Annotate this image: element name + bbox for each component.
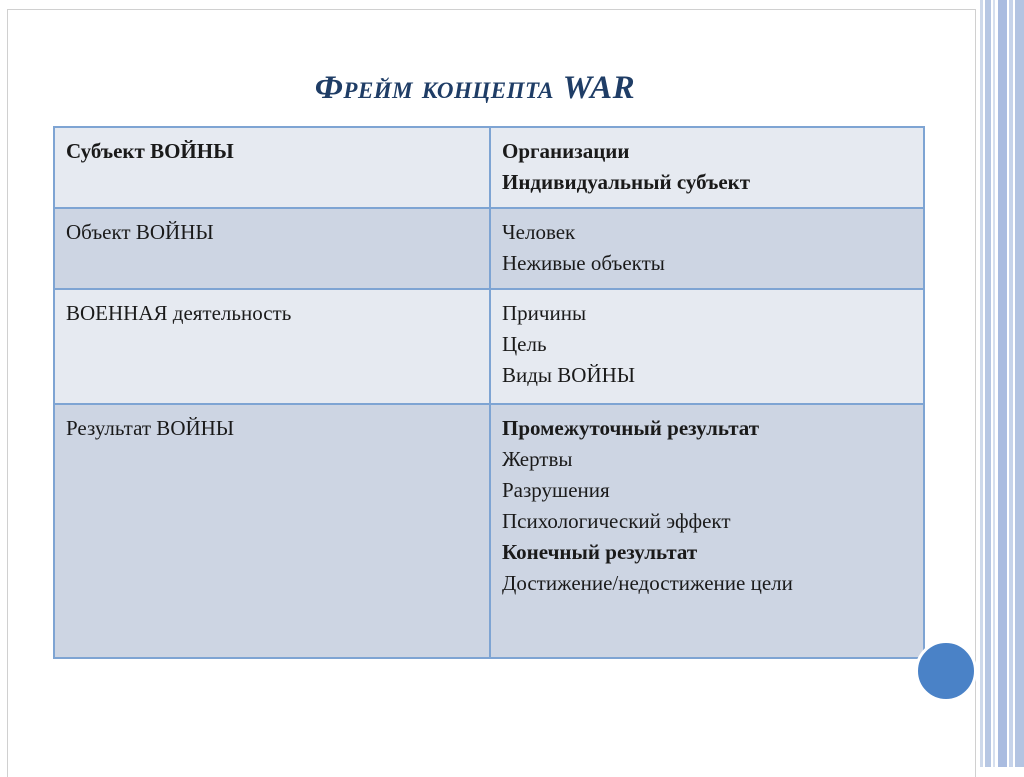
row-value: Жертвы xyxy=(502,447,573,471)
row-value: Психологический эффект xyxy=(502,509,731,533)
row-value: Виды ВОЙНЫ xyxy=(502,363,636,387)
stripe xyxy=(1015,0,1024,767)
row-value: Индивидуальный субъект xyxy=(502,170,751,194)
row-label: ВОЕННАЯ деятельность xyxy=(66,301,292,325)
row-values-cell xyxy=(490,127,924,208)
row-value: Неживые объекты xyxy=(502,251,665,275)
row-value: Промежуточный результат xyxy=(502,416,760,440)
row-value: Цель xyxy=(502,332,547,356)
row-label-cell xyxy=(54,127,490,208)
row-label-cell xyxy=(54,404,490,658)
row-value: Достижение/недостижение цели xyxy=(502,571,793,595)
accent-circle xyxy=(915,640,977,702)
stripe xyxy=(980,0,983,767)
row-label-cell xyxy=(54,208,490,289)
frame-table xyxy=(53,126,925,659)
row-label: Субъект ВОЙНЫ xyxy=(66,139,234,163)
row-value: Конечный результат xyxy=(502,540,698,564)
row-value: Разрушения xyxy=(502,478,610,502)
row-values-cell xyxy=(490,289,924,404)
page-title: Фрейм концепта WAR xyxy=(314,70,636,106)
table-row xyxy=(54,289,924,404)
table-row xyxy=(54,404,924,658)
row-value: Организации xyxy=(502,139,630,163)
table-row xyxy=(54,208,924,289)
row-values-cell xyxy=(490,404,924,658)
stripe xyxy=(985,0,991,767)
stripe xyxy=(993,0,995,767)
row-label: Объект ВОЙНЫ xyxy=(66,220,214,244)
row-value: Причины xyxy=(502,301,587,325)
decorative-stripes xyxy=(980,0,1024,767)
table-row xyxy=(54,127,924,208)
row-label: Результат ВОЙНЫ xyxy=(66,416,235,440)
row-values-cell xyxy=(490,208,924,289)
stripe xyxy=(998,0,1007,767)
row-label-cell xyxy=(54,289,490,404)
stripe xyxy=(1009,0,1013,767)
row-value: Человек xyxy=(502,220,576,244)
